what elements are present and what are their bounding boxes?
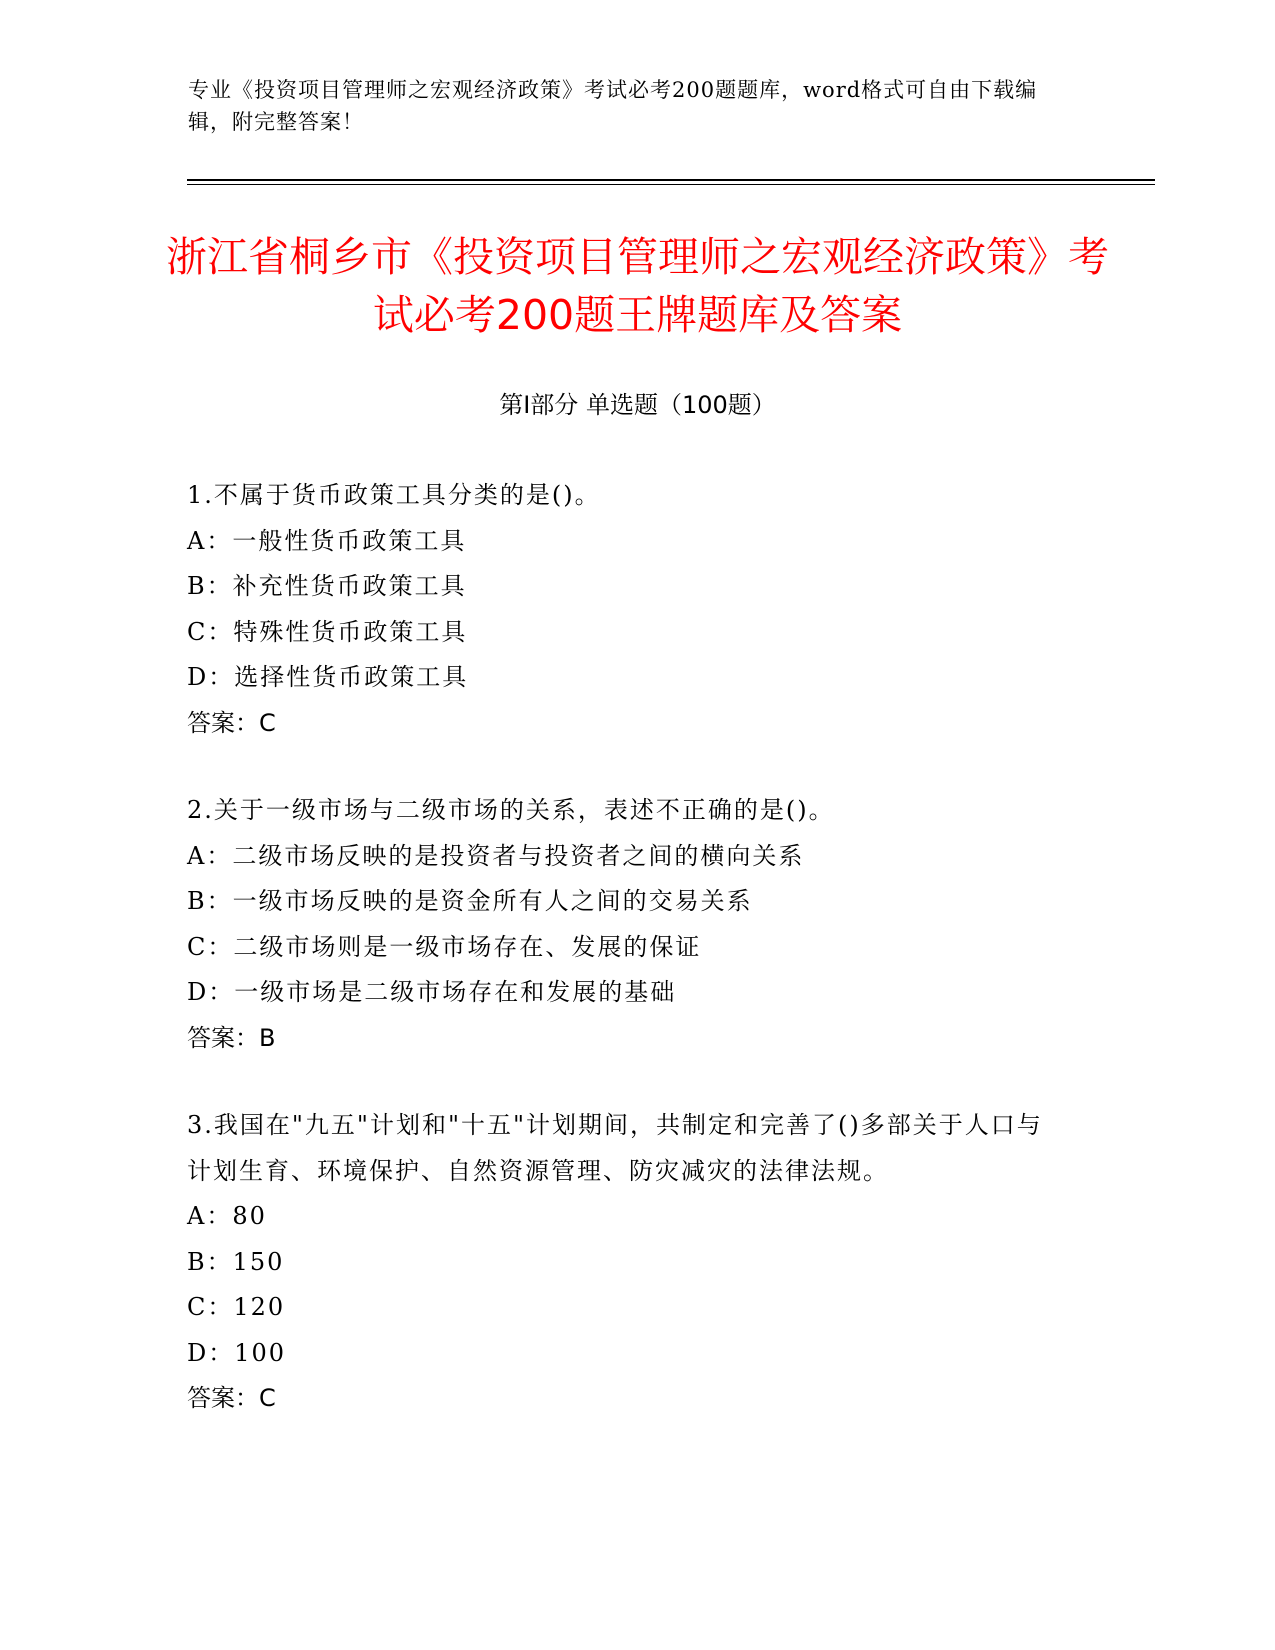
section-heading: 第Ⅰ部分 单选题（100题） bbox=[499, 391, 776, 419]
question-2 bbox=[187, 788, 1067, 1061]
document-title: 浙江省桐乡市《投资项目管理师之宏观经济政策》考试必考200题王牌题库及答案 bbox=[166, 233, 1109, 339]
question-stem: 3.我国在"九五"计划和"十五"计划期间，共制定和完善了()多部关于人口与计划生育、环境保护、自然资源管理、防灾减灾的法律法规。 bbox=[187, 1111, 1043, 1185]
option-c: C：120 bbox=[187, 1293, 286, 1321]
option-b: B：150 bbox=[187, 1247, 285, 1276]
question-1 bbox=[187, 473, 1067, 746]
option-a: A：80 bbox=[187, 1202, 267, 1230]
option-b: B：一级市场反映的是资金所有人之间的交易关系 bbox=[187, 887, 753, 915]
answer: 答案：C bbox=[187, 1384, 276, 1412]
header-rule-thin bbox=[187, 184, 1155, 185]
answer: 答案：C bbox=[187, 708, 276, 737]
option-d: D：一级市场是二级市场存在和发展的基础 bbox=[187, 978, 677, 1006]
question-stem: 1.不属于货币政策工具分类的是()。 bbox=[187, 481, 601, 509]
option-c: C：特殊性货币政策工具 bbox=[187, 617, 468, 646]
option-d: D：选择性货币政策工具 bbox=[187, 663, 469, 691]
option-c: C：二级市场则是一级市场存在、发展的保证 bbox=[187, 932, 702, 961]
option-b: B：补充性货币政策工具 bbox=[187, 572, 467, 600]
option-a: A：一般性货币政策工具 bbox=[187, 526, 467, 555]
question-list bbox=[187, 473, 1067, 1464]
header-note: 专业《投资项目管理师之宏观经济政策》考试必考200题题库，word格式可自由下载编辑，附完整答案！ bbox=[188, 78, 1038, 134]
question-stem: 2.关于一级市场与二级市场的关系，表述不正确的是()。 bbox=[187, 796, 835, 824]
answer: 答案：B bbox=[187, 1023, 276, 1052]
question-3 bbox=[187, 1103, 1067, 1422]
option-d: D：100 bbox=[187, 1338, 287, 1367]
option-a: A：二级市场反映的是投资者与投资者之间的横向关系 bbox=[187, 841, 805, 870]
header-rule-thick bbox=[187, 179, 1155, 181]
